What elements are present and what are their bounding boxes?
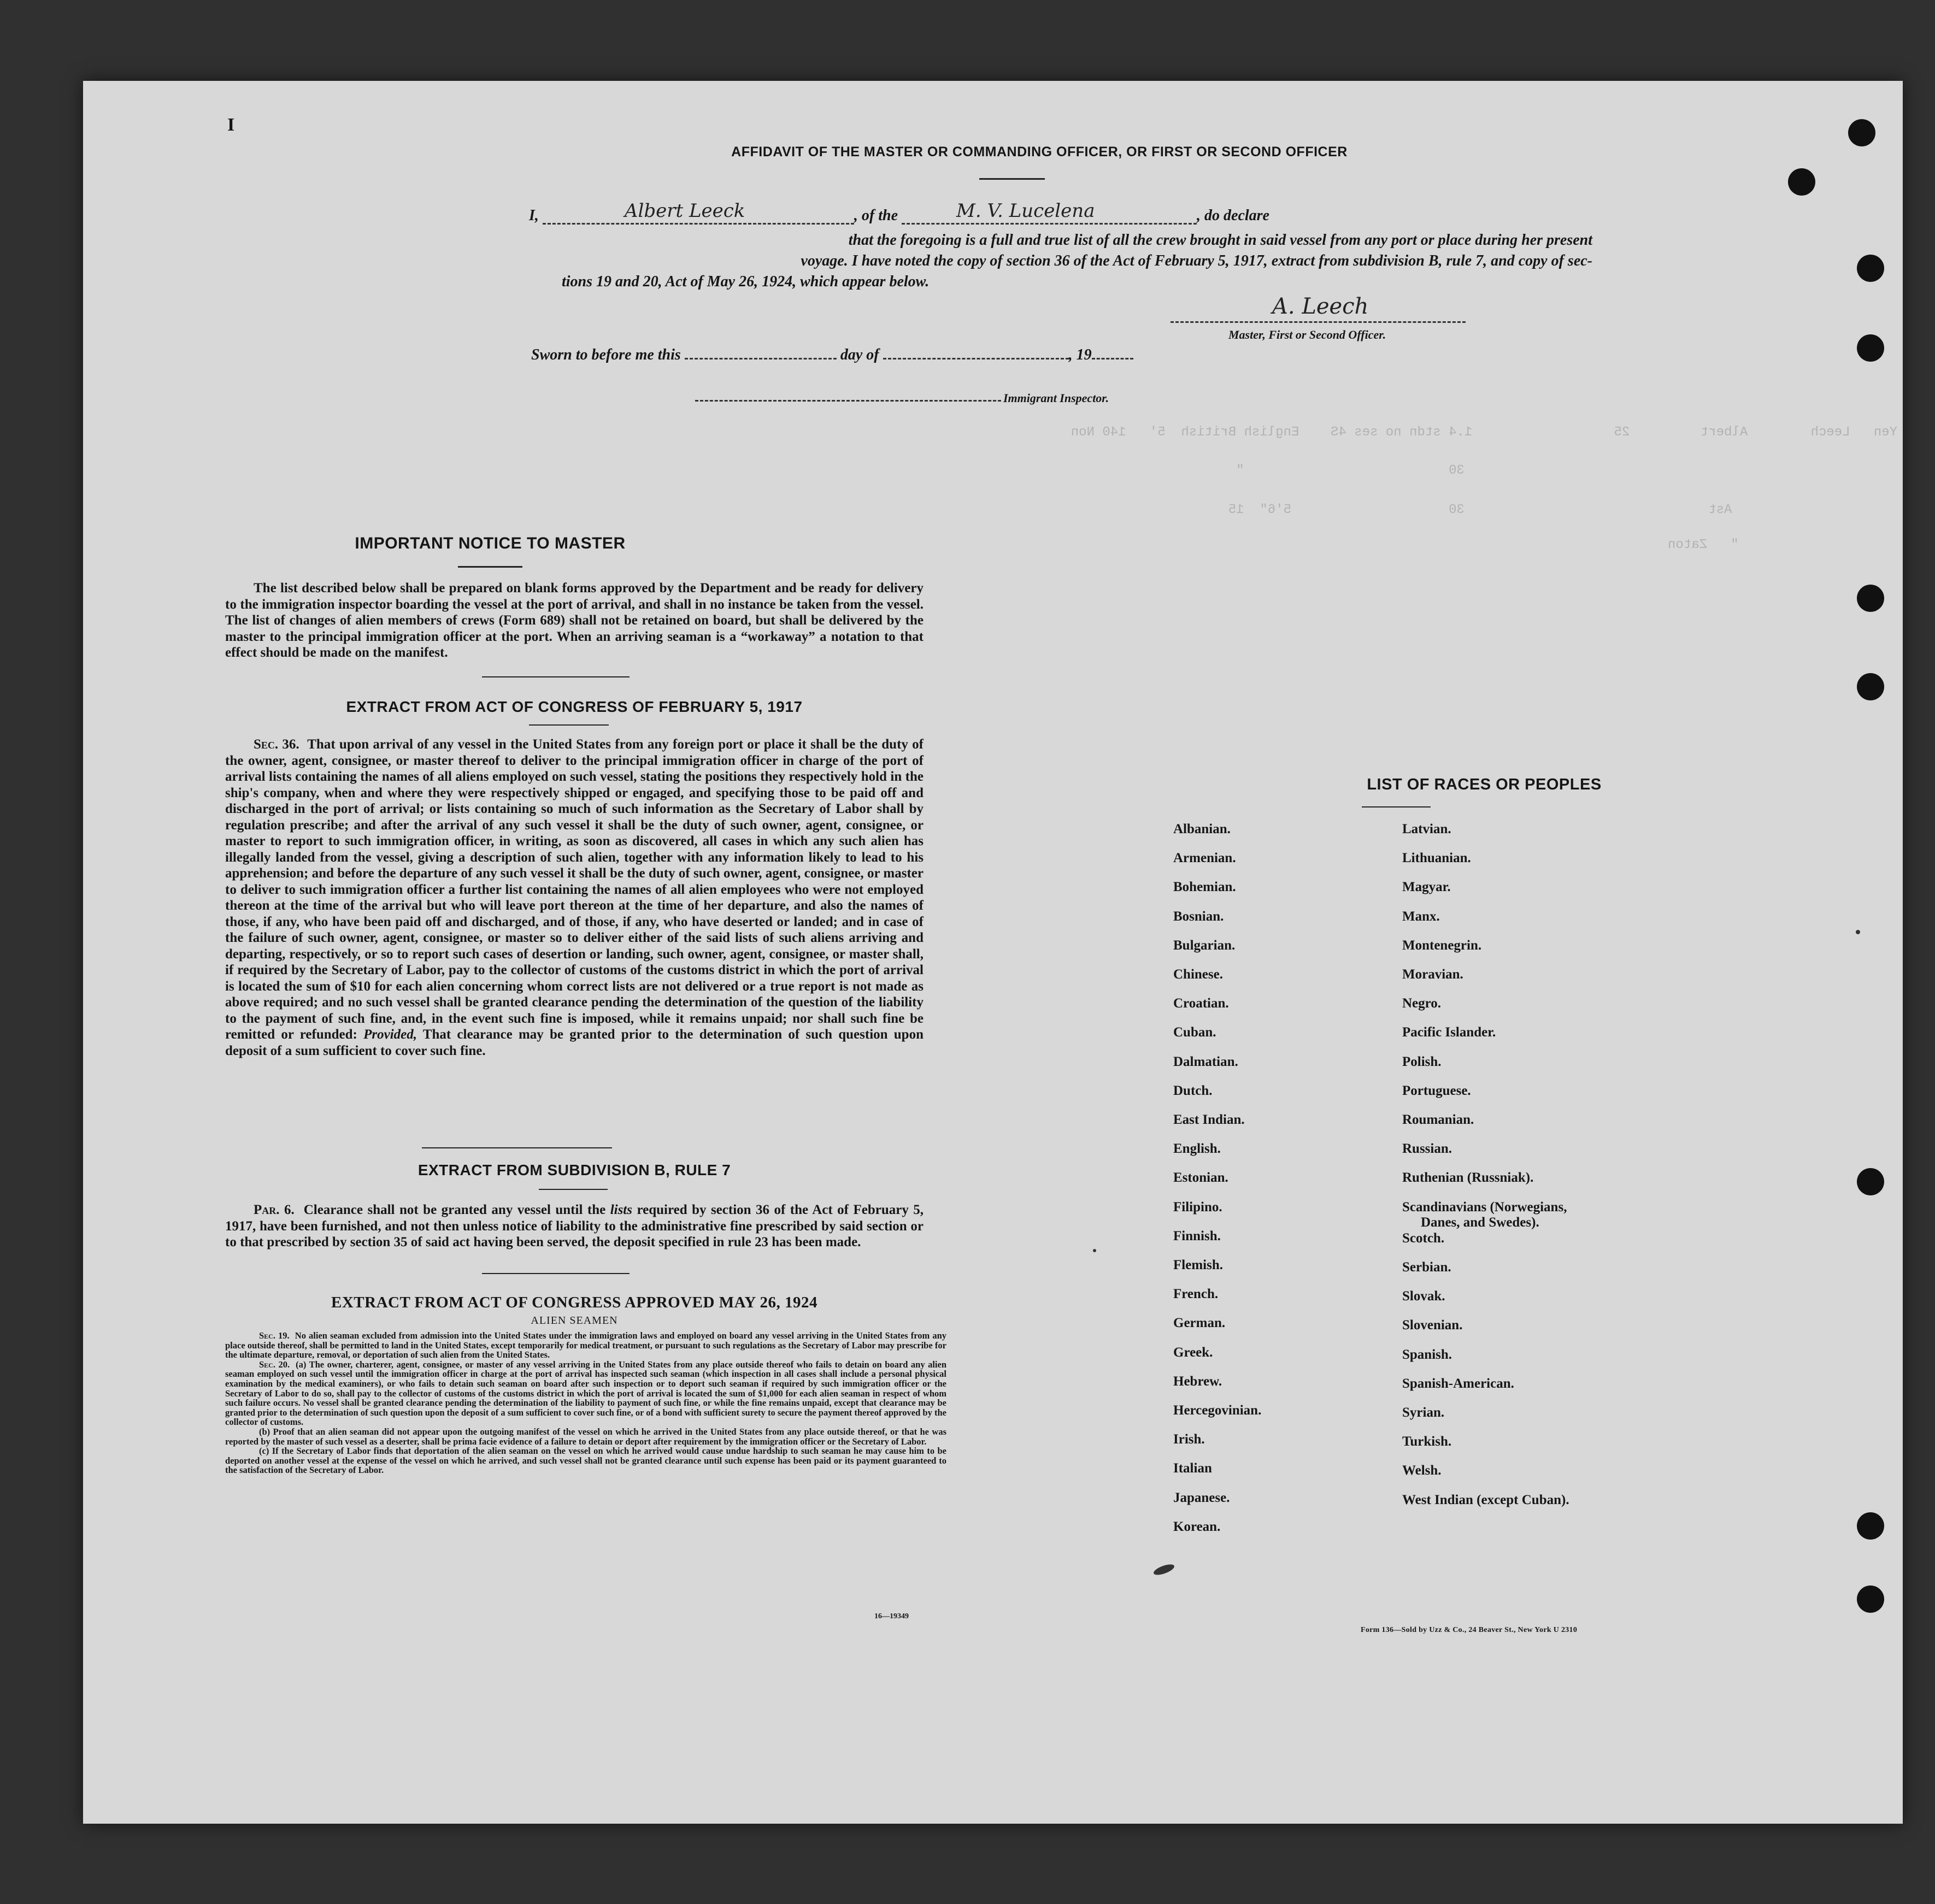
race-left-item: Japanese. (1173, 1490, 1230, 1505)
race-left-item: Hebrew. (1173, 1374, 1222, 1389)
notice-rule (482, 676, 630, 677)
race-right-item: Scandinavians (Norwegians, (1402, 1199, 1567, 1215)
par-6-label: Par. 6. (254, 1202, 295, 1217)
master-name-handwriting: Albert Leeck (624, 200, 745, 222)
signature-line (1171, 321, 1466, 323)
par-6-text-a: Clearance shall not be granted any vessel until the (303, 1202, 606, 1217)
notice-body-block (225, 580, 924, 661)
race-right-item: Negro. (1402, 996, 1442, 1011)
extract-1924-block (225, 1331, 946, 1475)
race-right-item: Roumanian. (1402, 1112, 1474, 1127)
race-right-item: Spanish. (1402, 1347, 1452, 1362)
race-left-item: Armenian. (1173, 851, 1236, 866)
sworn-year-field (1092, 358, 1133, 359)
race-right-item: Ruthenian (Russniak). (1402, 1170, 1534, 1186)
race-left-item: Chinese. (1173, 967, 1223, 982)
race-left-item: Irish. (1173, 1432, 1205, 1447)
race-left-item: Flemish. (1173, 1258, 1223, 1272)
race-right-item: Spanish-American. (1402, 1376, 1514, 1391)
race-right-item: Lithuanian. (1402, 851, 1471, 866)
punch-hole (1788, 168, 1815, 196)
races-footer: Form 136—Sold by Uzz & Co., 24 Beaver St., New York U 2310 (1361, 1626, 1578, 1634)
punch-hole (1857, 673, 1884, 700)
race-right-item: Polish. (1402, 1054, 1442, 1069)
sec-20a-text: (a) The owner, charterer, agent, consignee, or master of any vessel arriving in the United States from any place outside thereof who fails to detain on board any alien seaman employed on such vessel until the immigration officer in charge at the port of arrival has inspected such seaman (which inspection in all cases shall include a personal physical examination by the medical examiners), or who fails to detain such seaman on board after such inspection or to deport such seaman if required by such immigration officer or the Secretary of Labor to do so, shall pay to the collector of customs of the customs district in which the port of arrival is located the sum of $1,000 for each alien seaman in respect of whom such failure occurs. No vessel shall be granted clearance pending the determination of the liability to payment of such fine, or while the fine remains unpaid, except that clearance may be granted prior to the determination of such question upon the deposit of a sum sufficient to cover such fine, or of a bond with sufficient surety to secure the payment thereof approved by the collector of customs. (225, 1359, 947, 1428)
vessel-name-field (902, 200, 1197, 225)
race-left-item: Albanian. (1173, 822, 1231, 836)
affidavit-line-2: that the foregoing is a full and true list of all the crew brought in said vessel from any port or place during her present (848, 232, 1592, 249)
punch-hole (1857, 1168, 1884, 1195)
ink-dot (1093, 1249, 1096, 1252)
race-right-item: Turkish. (1402, 1434, 1452, 1449)
affidavit-title: AFFIDAVIT OF THE MASTER OR COMMANDING OFFICER, OR FIRST OR SECOND OFFICER (731, 144, 1348, 160)
ink-blot (1152, 1563, 1175, 1577)
affidavit-line-4-text: tions 19 and 20, Act of May 26, 1924, which appear below. (562, 273, 930, 290)
sec-36-label: Sec. 36. (254, 737, 299, 752)
master-signature: A. Leech (1272, 294, 1369, 319)
race-right-item: Slovak. (1402, 1289, 1445, 1304)
race-right-item: Syrian. (1402, 1405, 1445, 1420)
sec-19-label: Sec. 19. (259, 1330, 290, 1341)
inspector-caption: Immigrant Inspector. (1003, 391, 1109, 405)
race-left-item: Bulgarian. (1173, 938, 1236, 953)
notice-heading-rule (458, 566, 522, 568)
punch-hole (1857, 1585, 1884, 1613)
race-left-item: French. (1173, 1287, 1219, 1302)
punch-hole (1857, 255, 1884, 282)
provided-word: Provided, (363, 1027, 417, 1042)
race-left-item: Hercegovinian. (1173, 1403, 1262, 1418)
page-marker: I (227, 115, 235, 135)
race-right-item: Serbian. (1402, 1260, 1451, 1275)
extract-1917-heading-rule (529, 724, 609, 726)
bleed-through-row-1: Yen Leech Albert 25 1.4 stdn no ses 4S English British 5' 140 Non (1071, 425, 1897, 440)
sec-20b-paragraph: (b) Proof that an alien seaman did not appear upon the outgoing manifest of the vessel on which he arrived in the United States from any place outside thereof, or that he was reported by the master of such vessel as a deserter, shall be prima facie evidence of a failure to detain or deport after requirement by the immigration officer or the Secretary of Labor. (225, 1426, 946, 1447)
sworn-month-field (883, 358, 1069, 359)
sec-19-text: No alien seaman excluded from admission into the United States under the immigration laws and employed on board any vessel arriving in the United States from any place outside thereof, shall be permitted to land in the United States, except temporarily for medical treatment, or pursuant to such regulations as the Secretary of Labor may prescribe for the ultimate departure, removal, or deportation of such alien from the United States. (225, 1330, 947, 1360)
alien-seamen-subheading: ALIEN SEAMEN (531, 1314, 618, 1327)
subdivision-b-rule (482, 1273, 630, 1274)
sec-20-label: Sec. 20. (259, 1359, 290, 1370)
sworn-prefix: Sworn to before me this (531, 346, 681, 363)
par-6-text-b: required by section 36 of the Act of February 5, 1917, have been furnished, and not then unless notice of liability to the administrative fine prescribed by said section or to that prescribed by section 35 of said act having been served, the deposit specified in rule 23 has been made. (225, 1202, 924, 1249)
sec-36-text: That upon arrival of any vessel in the United States from any foreign port or place it shall be the duty of the owner, agent, consignee, or master thereof to deliver to the principal immigration officer in charge of the port of arrival lists containing the names of all aliens employed on such vessel, stating the positions they respectively hold in the ship's company, when and where they were respectively shipped or engaged, and specifying those to be paid off and discharged in the port of arrival; or lists containing so much of such information as the Secretary of Labor shall by regulation prescribe; and after the arrival of any such vessel it shall be the duty of such owner, agent, consignee, or master to report to such immigration officer, in writing, as soon as discovered, all cases in which any such alien has illegally landed from the vessel, giving a description of such alien, together with any information likely to lead to his apprehension; and before the departure of any such vessel it shall be the duty of such owner, agent, consignee, or master to deliver to such immigration officer a further list containing the names of all alien employees who were not employed thereon at the time of the arrival but who will leave port thereon at the time of her departure, and also the names of those, if any, who have been paid off and discharged, and of those, if any, who have deserted or landed; and in case of the failure of such owner, agent, consignee, or master so to deliver either of the said lists of such aliens arriving and departing, respectively, or so to report such cases of desertion or landing, such owner, agent, consignee, or master shall, if required by the Secretary of Labor, pay to the collector of customs of the customs district in which the port of arrival is located the sum of $10 for each alien concerning whom correct lists are not delivered or a true report is not made as above required; and no such vessel shall be granted clearance pending the determination of the question of the liability to the payment of such fine, and, in the event such fine is imposed, while it remains unpaid; nor shall such fine be remitted or refunded: (225, 737, 924, 1042)
punch-hole (1848, 119, 1875, 146)
race-right-item: Russian. (1402, 1141, 1452, 1157)
extract-1917-body (225, 736, 924, 1059)
race-right-item: Manx. (1402, 909, 1440, 924)
race-left-item: Cuban. (1173, 1025, 1216, 1040)
punch-hole (1857, 1512, 1884, 1540)
race-right-item: Portuguese. (1402, 1083, 1471, 1098)
lists-word: lists (610, 1202, 632, 1217)
races-heading: LIST OF RACES OR PEOPLES (1367, 776, 1602, 793)
sworn-day-of: day of (840, 346, 879, 363)
sec-20c-paragraph: (c) If the Secretary of Labor finds that deportation of the alien seaman on the vessel on which he arrived would cause undue hardship to such seaman he may cause him to be deported on another vessel at the expense of the vessel on which he arrived, and such vessel shall not be granted clearance until such expense has been paid or its payment guaranteed to the satisfaction of the Secretary of Labor. (225, 1446, 946, 1476)
race-right-item: Danes, and Swedes). (1421, 1215, 1539, 1230)
affidavit-i: I, (529, 207, 539, 224)
sec-20a-paragraph (225, 1360, 946, 1427)
race-left-item: Bosnian. (1173, 909, 1224, 924)
race-left-item: Filipino. (1173, 1199, 1222, 1215)
race-left-item: Korean. (1173, 1519, 1221, 1534)
punch-hole (1857, 585, 1884, 612)
extract-1917-rule (422, 1147, 612, 1148)
subdivision-b-heading: EXTRACT FROM SUBDIVISION B, RULE 7 (417, 1162, 731, 1178)
sworn-line (531, 346, 1133, 364)
race-left-item: Bohemian. (1173, 880, 1236, 895)
sec-19-paragraph (225, 1331, 946, 1360)
affidavit-line-1 (529, 200, 1589, 225)
sworn-year: , 19 (1068, 346, 1092, 363)
race-right-item: West Indian (except Cuban). (1402, 1492, 1569, 1507)
race-left-item: Greek. (1173, 1345, 1213, 1360)
races-heading-rule (1362, 806, 1431, 807)
race-right-item: Slovenian. (1402, 1318, 1463, 1333)
race-right-item: Montenegrin. (1402, 938, 1482, 953)
race-right-item: Latvian. (1402, 822, 1451, 836)
affidavit-line-3: voyage. I have noted the copy of section 36 of the Act of February 5, 1917, extract from subdivision B, rule 7, and copy of sec- (801, 252, 1592, 269)
race-left-item: English. (1173, 1141, 1221, 1157)
bleed-through-row-2: 30 " (1236, 463, 1897, 478)
master-name-field (543, 200, 854, 225)
race-left-item: East Indian. (1173, 1112, 1245, 1127)
subdivision-b-body (225, 1202, 924, 1251)
form-number: 16—19349 (874, 1612, 909, 1620)
affidavit-do-declare: , do declare (1197, 207, 1269, 224)
sec-36-text-end: That clearance may be granted prior to the determination of such question upon deposit of a sum sufficient to cover such fine. (225, 1027, 924, 1058)
race-left-item: Dalmatian. (1173, 1054, 1238, 1069)
race-right-item: Scotch. (1402, 1230, 1445, 1246)
sworn-day-field (685, 358, 837, 359)
race-left-item: German. (1173, 1316, 1226, 1331)
extract-1917-block (225, 736, 924, 1059)
vessel-name-handwriting: M. V. Lucelena (956, 200, 1095, 222)
affidavit-title-rule (979, 178, 1045, 180)
race-left-item: Dutch. (1173, 1083, 1213, 1098)
race-left-item: Italian (1173, 1461, 1212, 1476)
race-right-item: Moravian. (1402, 967, 1463, 982)
inspector-line (695, 400, 1001, 402)
bleed-through-row-3: Ast 30 5'6" 15 (1228, 503, 1897, 517)
race-left-item: Estonian. (1173, 1170, 1228, 1186)
extract-1924-heading: EXTRACT FROM ACT OF CONGRESS APPROVED MAY 26, 1924 (331, 1294, 817, 1311)
extract-1917-heading: EXTRACT FROM ACT OF CONGRESS OF FEBRUARY 5, 1917 (346, 698, 803, 715)
notice-heading: IMPORTANT NOTICE TO MASTER (355, 534, 626, 552)
subdivision-b-block (225, 1202, 924, 1251)
race-right-item: Magyar. (1402, 880, 1451, 895)
punch-hole (1857, 334, 1884, 362)
document-page (83, 81, 1903, 1824)
race-left-item: Finnish. (1173, 1228, 1221, 1243)
affidavit-line-4 (483, 273, 1592, 291)
ink-dot (1856, 930, 1860, 934)
subdivision-b-heading-rule (539, 1189, 608, 1190)
race-right-item: Welsh. (1402, 1463, 1442, 1478)
race-right-item: Pacific Islander. (1402, 1025, 1496, 1040)
notice-body: The list described below shall be prepared on blank forms approved by the Department and be ready for delivery to the immigration inspector boarding the vessel at the port of arrival, and shall in no instance be taken from the vessel. The list of changes of alien members of crews (Form 689) shall not be retained on board, but shall be delivered by the master to the principal immigration officer at the port. When an arriving seaman is a “workaway” a notation to that effect should be made on the manifest. (225, 581, 924, 660)
bleed-through-row-4: " Zaton (1668, 538, 1739, 552)
race-left-item: Croatian. (1173, 996, 1229, 1011)
affidavit-of-the: , of the (854, 207, 898, 224)
signature-caption: Master, First or Second Officer. (1228, 328, 1386, 341)
